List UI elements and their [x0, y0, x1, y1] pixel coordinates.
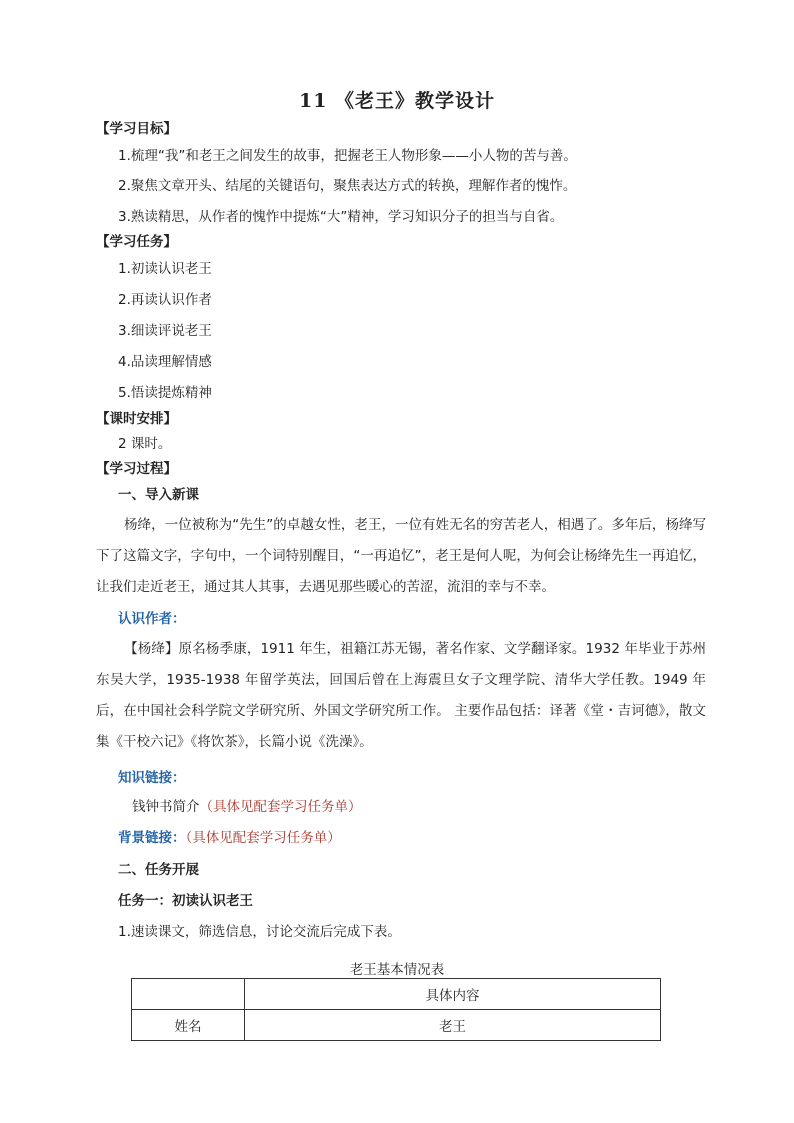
task-item: 1.初读认识老王 — [118, 261, 212, 277]
schedule-heading: 【课时安排】 — [96, 411, 177, 427]
author-paragraph — [96, 634, 706, 758]
intro-paragraph — [96, 510, 706, 603]
knowledge-link-note: （具体见配套学习任务单） — [199, 799, 362, 815]
task-one-heading: 任务一：初读认识老王 — [118, 893, 253, 909]
process-heading: 【学习过程】 — [96, 461, 177, 477]
objectives-heading: 【学习目标】 — [96, 121, 177, 137]
objective-item: 3.熟读精思，从作者的愧怍中提炼“大”精神，学习知识分子的担当与自省。 — [118, 209, 564, 225]
step-one-text: 1.速读课文，筛选信息，讨论交流后完成下表。 — [118, 924, 401, 940]
background-link-row — [118, 828, 341, 848]
table-cell: 老王 — [245, 1010, 661, 1041]
task-item: 5.悟读提炼精神 — [118, 385, 212, 401]
table-row — [132, 1010, 661, 1041]
table-caption: 老王基本情况表 — [349, 962, 445, 978]
table-header-cell: 具体内容 — [245, 979, 661, 1010]
task-item: 3.细读评说老王 — [118, 323, 212, 339]
schedule-text: 2 课时。 — [118, 436, 172, 452]
knowledge-link-row — [132, 797, 362, 817]
info-table — [131, 978, 661, 1041]
document-title: 11 《老王》教学设计 — [298, 90, 496, 112]
author-text: 【杨绛】原名杨季康，1911 年生，祖籍江苏无锡，著名作家、文学翻译家。1932 年毕业于苏州东吴大学，1935-1938 年留学英法，回国后曾在上海震旦女子文理学院、清华大学任教。1949 年后，在中国社会科学院文学研究所、外国文学研究所工作。 主要作品包括：译著《堂・吉诃德》，散文集《干校六记》《将饮茶》，长篇小说《洗澡》。 — [96, 641, 706, 750]
section-one-heading: 一、导入新课 — [118, 487, 199, 503]
objective-item: 2.聚焦文章开头、结尾的关键语句，聚焦表达方式的转换，理解作者的愧怍。 — [118, 178, 577, 194]
knowledge-link-label: 知识链接： — [118, 770, 186, 786]
objective-item: 1.梳理“我”和老王之间发生的故事，把握老王人物形象——小人物的苦与善。 — [118, 148, 577, 164]
intro-text: 杨绛，一位被称为“先生”的卓越女性，老王，一位有姓无名的穷苦老人，相遇了。多年后，杨绛写下了这篇文字，字句中，一个词特别醒目，“一再追忆”，老王是何人呢，为何会让杨绛先生一再追忆，让我们走近老王，通过其人其事，去遇见那些暖心的苦涩，流泪的幸与不幸。 — [96, 517, 706, 595]
task-item: 2.再读认识作者 — [118, 292, 212, 308]
table-header-cell — [132, 979, 245, 1010]
author-label: 认识作者： — [118, 611, 186, 627]
section-two-heading: 二、任务开展 — [118, 862, 199, 878]
table-cell: 姓名 — [132, 1010, 245, 1041]
tasks-heading: 【学习任务】 — [96, 234, 177, 250]
background-link-label: 背景链接： — [118, 830, 186, 846]
table-header-row — [132, 979, 661, 1010]
knowledge-link-item: 钱钟书简介 — [132, 799, 200, 815]
task-item: 4.品读理解情感 — [118, 354, 212, 370]
background-link-note: （具体见配套学习任务单） — [185, 830, 341, 846]
